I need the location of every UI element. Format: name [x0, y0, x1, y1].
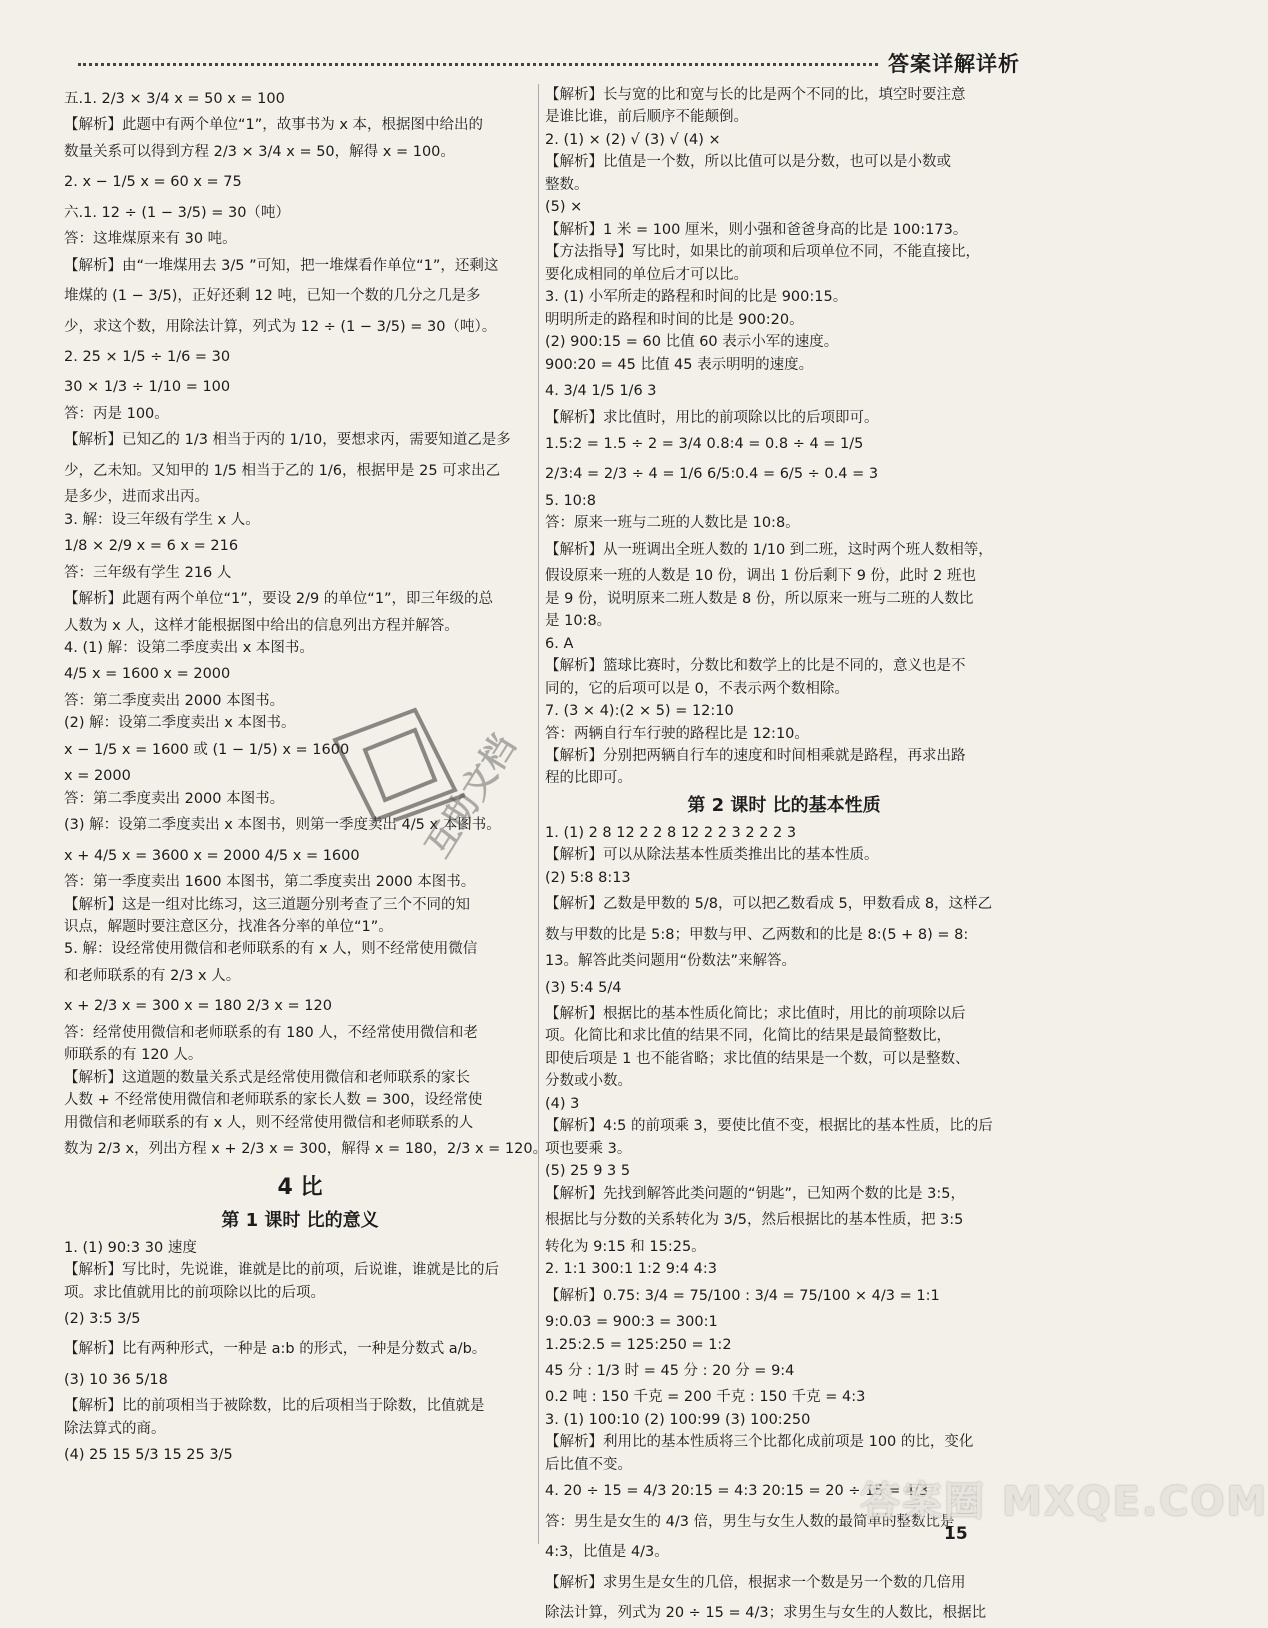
- text-line: (2) 5:8 8:13: [545, 869, 631, 886]
- text-line: x + 2/3 x = 300 x = 180 2/3 x = 120: [64, 998, 332, 1015]
- text-line: 后比值不变。: [545, 1456, 632, 1473]
- header-dotted-rule: [78, 63, 878, 66]
- text-line: (3) 解：设第二季度卖出 x 本图书，则第一季度卖出 4/5 x 本图书。: [64, 817, 501, 834]
- text-line: 0.2 吨 : 150 千克 = 200 千克 : 150 千克 = 4:3: [545, 1389, 866, 1406]
- lesson-heading: 第 1 课时 比的意义: [221, 1209, 379, 1231]
- text-line: 程的比即可。: [545, 770, 632, 787]
- text-line: 少，乙未知。又知甲的 1/5 相当于乙的 1/6，根据甲是 25 可求出乙: [64, 462, 501, 479]
- text-line: 【解析】4:5 的前项乘 3，要使比值不变，根据比的基本性质，比的后: [545, 1118, 993, 1135]
- text-line: 答：第二季度卖出 2000 本图书。: [64, 790, 285, 807]
- text-line: 用微信和老师联系的有 x 人，则不经常使用微信和老师联系的人: [64, 1114, 474, 1131]
- text-line: 人数为 x 人，这样才能根据图中给出的信息列出方程并解答。: [64, 617, 459, 634]
- text-line: 少，求这个数，用除法计算，列式为 12 ÷ (1 − 3/5) = 30（吨）。: [64, 318, 497, 335]
- text-line: 4:3，比值是 4/3。: [545, 1544, 669, 1561]
- text-line: 【解析】可以从除法基本性质类推出比的基本性质。: [545, 847, 879, 864]
- page-header: [0, 0, 1080, 80]
- text-line: 假设原来一班的人数是 10 份，调出 1 份后剩下 9 份，此时 2 班也: [545, 568, 976, 585]
- page-number: 15: [944, 1524, 968, 1544]
- text-line: 答：丙是 100。: [64, 405, 169, 422]
- text-line: 2. 1:1 300:1 1:2 9:4 4:3: [545, 1261, 718, 1278]
- text-line: 根据比与分数的关系转化为 3/5，然后根据比的基本性质，把 3:5: [545, 1212, 964, 1229]
- text-line: 即使后项是 1 也不能省略；求比值的结果是一个数，可以是整数、: [545, 1050, 970, 1067]
- text-line: 除法计算，列式为 20 ÷ 15 = 4/3；求男生与女生的人数比，根据比: [545, 1605, 987, 1622]
- text-line: 2/3:4 = 2/3 ÷ 4 = 1/6 6/5:0.4 = 6/5 ÷ 0.4 = 3: [545, 466, 879, 483]
- text-line: 【解析】篮球比赛时，分数比和数学上的比是不同的，意义也是不: [545, 658, 966, 675]
- text-line: 【解析】这是一组对比练习，这三道题分别考查了三个不同的知: [64, 896, 470, 913]
- text-line: x = 2000: [64, 768, 131, 785]
- text-line: 4. 20 ÷ 15 = 4/3 20:15 = 4:3 20:15 = 20 ÷ 15 = 4/3: [545, 1483, 929, 1500]
- text-line: 【方法指导】写比时，如果比的前项和后项单位不同，不能直接比，: [545, 244, 980, 261]
- text-line: 答：第一季度卖出 1600 本图书，第二季度卖出 2000 本图书。: [64, 874, 476, 891]
- text-line: (3) 10 36 5/18: [64, 1371, 168, 1388]
- text-line: 整数。: [545, 176, 589, 193]
- text-line: 2. (1) × (2) √ (3) √ (4) ×: [545, 131, 721, 148]
- text-line: 项。求比值就用比的前项除以比的后项。: [64, 1284, 325, 1301]
- text-line: 【解析】已知乙的 1/3 相当于丙的 1/10，要想求丙，需要知道乙是多: [64, 432, 511, 449]
- text-line: 是 9 份，说明原来二班人数是 8 份，所以原来一班与二班的人数比: [545, 590, 974, 607]
- text-line: x + 4/5 x = 3600 x = 2000 4/5 x = 1600: [64, 847, 360, 864]
- text-line: 【解析】由“一堆煤用去 3/5 ”可知，把一堆煤看作单位“1”，还剩这: [64, 257, 499, 274]
- text-line: 数与甲数的比是 5:8；甲数与甲、乙两数和的比是 8:(5 + 8) = 8:: [545, 926, 969, 943]
- text-line: 4/5 x = 1600 x = 2000: [64, 666, 231, 683]
- right-column: [545, 84, 1023, 1628]
- text-line: 项。化简比和求比值的结果不同，化简比的结果是最简整数比，: [545, 1028, 951, 1045]
- watermark-logo: 答案圈 MXQE.COM: [860, 1479, 1268, 1525]
- text-line: x − 1/5 x = 1600 或 (1 − 1/5) x = 1600: [64, 741, 350, 758]
- text-line: 除法算式的商。: [64, 1420, 166, 1437]
- text-line: 是 10:8。: [545, 613, 612, 630]
- text-line: 3. (1) 100:10 (2) 100:99 (3) 100:250: [545, 1411, 811, 1428]
- text-line: 答：男生是女生的 4/3 倍，男生与女生人数的最简单的整数比是: [545, 1513, 955, 1530]
- text-line: 4. (1) 解：设第二季度卖出 x 本图书。: [64, 639, 314, 656]
- text-line: 转化为 9:15 和 15:25。: [545, 1238, 706, 1255]
- text-line: 【解析】此题中有两个单位“1”，故事书为 x 本，根据图中给出的: [64, 117, 484, 134]
- text-line: 【解析】根据比的基本性质化简比；求比值时，用比的前项除以后: [545, 1006, 966, 1023]
- text-line: 1/8 × 2/9 x = 6 x = 216: [64, 538, 239, 555]
- text-line: 【解析】比值是一个数，所以比值可以是分数，也可以是小数或: [545, 154, 951, 171]
- text-line: (4) 3: [545, 1095, 580, 1112]
- text-line: 项也要乘 3。: [545, 1140, 632, 1157]
- text-line: 【解析】此题有两个单位“1”，要设 2/9 的单位“1”，即三年级的总: [64, 591, 494, 608]
- text-line: 数为 2/3 x，列出方程 x + 2/3 x = 300，解得 x = 180，2/3 x = 120。: [64, 1141, 548, 1158]
- text-line: 【解析】比的前项相当于被除数，比的后项相当于除数，比值就是: [64, 1398, 485, 1415]
- text-line: 【解析】乙数是甲数的 5/8，可以把乙数看成 5，甲数看成 8，这样乙: [545, 896, 993, 913]
- text-line: 答：两辆自行车行驶的路程比是 12:10。: [545, 725, 809, 742]
- text-line: 【解析】求男生是女生的几倍，根据求一个数是另一个数的几倍用: [545, 1574, 966, 1591]
- text-line: 1. (1) 2 8 12 2 2 8 12 2 2 3 2 2 2 3: [545, 824, 797, 841]
- text-line: 【解析】比有两种形式，一种是 a:b 的形式，一种是分数式 a/b。: [64, 1341, 487, 1358]
- text-line: 【解析】这道题的数量关系式是经常使用微信和老师联系的家长: [64, 1069, 470, 1086]
- text-line: 答：这堆煤原来有 30 吨。: [64, 231, 237, 248]
- text-line: 45 分 : 1/3 时 = 45 分 : 20 分 = 9:4: [545, 1362, 795, 1379]
- text-line: 六.1. 12 ÷ (1 − 3/5) = 30（吨）: [64, 204, 290, 221]
- text-line: 4. 3/4 1/5 1/6 3: [545, 383, 657, 400]
- text-line: 【解析】求比值时，用比的前项除以比的后项即可。: [545, 409, 879, 426]
- text-line: 明明所走的路程和时间的比是 900:20。: [545, 311, 804, 328]
- text-line: 【解析】0.75: 3/4 = 75/100 : 3/4 = 75/100 × 4/3 = 1:1: [545, 1287, 940, 1304]
- text-line: 【解析】利用比的基本性质将三个比都化成前项是 100 的比，变化: [545, 1434, 974, 1451]
- text-line: 要化成相同的单位后才可以比。: [545, 266, 748, 283]
- text-line: 和老师联系的有 2/3 x 人。: [64, 967, 241, 984]
- text-line: (5) 25 9 3 5: [545, 1163, 631, 1180]
- chapter-heading: 4 比: [277, 1174, 323, 1200]
- stamp-text: 互助文档: [417, 728, 524, 865]
- text-line: 是谁比谁，前后顺序不能颠倒。: [545, 109, 748, 126]
- text-line: 师联系的有 120 人。: [64, 1047, 203, 1064]
- text-line: 5. 10:8: [545, 492, 597, 509]
- text-line: 900:20 = 45 比值 45 表示明明的速度。: [545, 356, 814, 373]
- lesson-heading: 第 2 课时 比的基本性质: [687, 794, 881, 816]
- text-line: 分数或小数。: [545, 1073, 632, 1090]
- text-line: 识点，解题时要注意区分，找准各分率的单位“1”。: [64, 919, 393, 935]
- text-line: (3) 5:4 5/4: [545, 979, 622, 996]
- text-line: (4) 25 15 5/3 15 25 3/5: [64, 1447, 233, 1464]
- text-line: 【解析】1 米 = 100 厘米，则小强和爸爸身高的比是 100:173。: [545, 221, 968, 238]
- text-line: (2) 900:15 = 60 比值 60 表示小军的速度。: [545, 334, 839, 351]
- text-line: 【解析】先找到解答此类问题的“钥匙”，已知两个数的比是 3:5，: [545, 1185, 965, 1202]
- text-line: 【解析】从一班调出全班人数的 1/10 到二班，这时两个班人数相等，: [545, 541, 993, 558]
- text-line: 答：经常使用微信和老师联系的有 180 人，不经常使用微信和老: [64, 1024, 478, 1041]
- text-line: (2) 解：设第二季度卖出 x 本图书。: [64, 715, 296, 732]
- text-line: 堆煤的 (1 − 3/5)，正好还剩 12 吨，已知一个数的几分之几是多: [64, 288, 481, 305]
- text-line: 答：原来一班与二班的人数比是 10:8。: [545, 515, 800, 532]
- column-divider: [538, 84, 539, 1544]
- text-line: (2) 3:5 3/5: [64, 1310, 141, 1327]
- text-line: 6. A: [545, 635, 574, 652]
- text-line: 是多少，进而求出丙。: [64, 489, 209, 506]
- text-line: 人数 + 不经常使用微信和老师联系的家长人数 = 300，设经常使: [64, 1092, 483, 1109]
- text-line: 9:0.03 = 900:3 = 300:1: [545, 1314, 718, 1331]
- text-line: 13。解答此类问题用“份数法”来解答。: [545, 953, 796, 970]
- text-line: 5. 解：设经常使用微信和老师联系的有 x 人，则不经常使用微信: [64, 941, 478, 958]
- text-line: 【解析】分别把两辆自行车的速度和时间相乘就是路程，再求出路: [545, 748, 966, 764]
- text-line: 【解析】长与宽的比和宽与长的比是两个不同的比，填空时要注意: [545, 87, 966, 103]
- text-line: 答：三年级有学生 216 人: [64, 564, 232, 581]
- text-line: 同的，它的后项可以是 0，不表示两个数相除。: [545, 680, 849, 697]
- text-line: 7. (3 × 4):(2 × 5) = 12:10: [545, 703, 734, 720]
- text-line: 1.25:2.5 = 125:250 = 1:2: [545, 1336, 732, 1353]
- text-line: 3. (1) 小军所走的路程和时间的比是 900:15。: [545, 289, 848, 306]
- text-line: 1. (1) 90:3 30 速度: [64, 1239, 197, 1256]
- text-line: 2. 25 × 1/5 ÷ 1/6 = 30: [64, 349, 231, 365]
- text-line: 【解析】写比时，先说谁，谁就是比的前项，后说谁，谁就是比的后: [64, 1262, 499, 1279]
- text-line: (5) ×: [545, 199, 583, 216]
- text-line: 1.5:2 = 1.5 ÷ 2 = 3/4 0.8:4 = 0.8 ÷ 4 = 1/5: [545, 436, 864, 452]
- text-line: 2. x − 1/5 x = 60 x = 75: [64, 174, 242, 191]
- text-line: 答：第二季度卖出 2000 本图书。: [64, 692, 285, 709]
- text-line: 数量关系可以得到方程 2/3 × 3/4 x = 50，解得 x = 100。: [64, 143, 455, 160]
- text-line: 五.1. 2/3 × 3/4 x = 50 x = 100: [64, 91, 285, 107]
- text-line: 30 × 1/3 ÷ 1/10 = 100: [64, 379, 231, 396]
- header-title: 答案详解详析: [888, 52, 1020, 76]
- text-line: 3. 解：设三年级有学生 x 人。: [64, 511, 260, 528]
